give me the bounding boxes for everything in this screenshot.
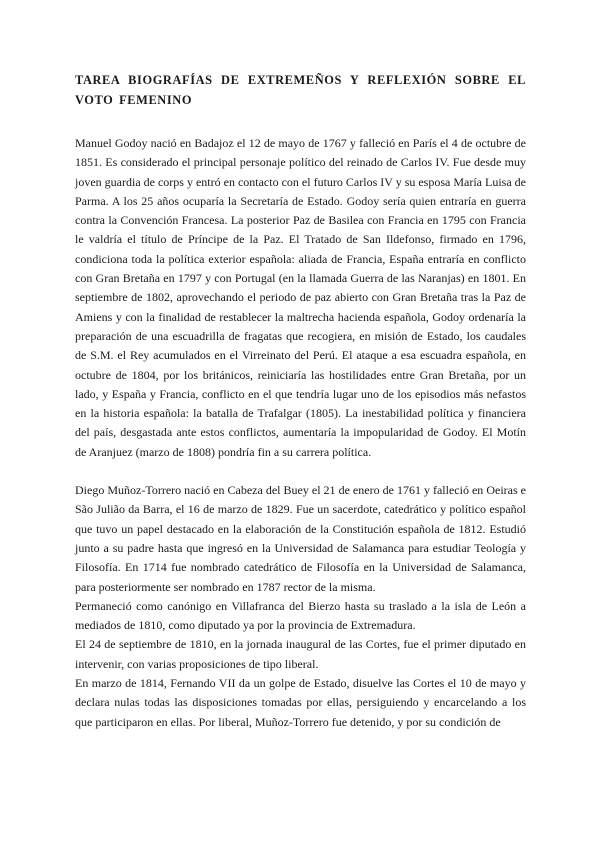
paragraph-munoz-torrero: Diego Muñoz-Torrero nació en Cabeza del Buey el 21 de enero de 1761 y falleció en Oeiras e São Julião da Barra, el 16 de marzo de 1829. Fue un sacerdote, catedrático y político español que tuvo un papel destacado en la elaboración de la Constitución española de 1812. Estudió junto a su padre hasta que ingresó en la Universidad de Salamanca para estudiar Teología y Filosofía. En 1714 fue nombrado catedrático de Filosofía en la Universidad de Salamanca, para posteriormente ser nombrado en 1787 rector de la misma. [75, 483, 526, 594]
paragraph-godoy: Manuel Godoy nació en Badajoz el 12 de mayo de 1767 y falleció en París el 4 de octubre de 1851. Es considerado el principal personaje político del reinado de Carlos IV. Fue desde muy joven guardia de corps y entró en contacto con el futuro Carlos IV y su esposa María Luisa de Parma. A los 25 años ocuparía la Secretaría de Estado. Godoy sería quien entraría en guerra contra la Convención Francesa. La posterior Paz de Basilea con Francia en 1795 con Francia le valdría el título de Príncipe de la Paz. El Tratado de San Ildefonso, firmado en 1796, condiciona toda la política exterior española: aliada de Francia, España entraría en conflicto con Gran Bretaña en 1797 y con Portugal (en la llamada Guerra de las Naranjas) en 1801. En septiembre de 1802, aprovechando el periodo de paz abierto con Gran Bretaña tras la Paz de Amiens y con la finalidad de restablecer la maltrecha hacienda española, Godoy ordenaría la preparación de una escuadrilla de fragatas que recogiera, en misión de Estado, los caudales de S.M. el Rey acumulados en el Virreinato del Perú. El ataque a esa escuadra española, en octubre de 1804, por los británicos, reiniciaría las hostilidades entre Gran Bretaña, por un lado, y España y Francia, conflicto en el que tendría lugar uno de los episodios más nefastos en la historia española: la batalla de Trafalgar (1805). La inestabilidad política y financiera del país, desgastada ante estos conflictos, aumentaría la impopularidad de Godoy. El Motín de Aranjuez (marzo de 1808) pondría fin a su carrera política. [75, 136, 526, 459]
document-page [75, 70, 526, 732]
paragraph-villafranca: Permaneció como canónigo en Villafranca del Bierzo hasta su traslado a la isla de León a mediados de 1810, como diputado ya por la provincia de Extremadura. [75, 598, 526, 633]
paragraph-fernando-vii: En marzo de 1814, Fernando VII da un golpe de Estado, disuelve las Cortes el 10 de mayo y declara nulas todas las disposiciones tomadas por ellas, persiguiendo y encarcelando a los que participaron en ellas. Por liberal, Muñoz-Torrero fue detenido, y por su condición de [75, 676, 526, 729]
document-title: TAREA BIOGRAFÍAS DE EXTREMEÑOS Y REFLEXIÓN SOBRE EL VOTO FEMENINO [75, 73, 526, 107]
paragraph-cortes-1810: El 24 de septiembre de 1810, en la jornada inaugural de las Cortes, fue el primer diputado en intervenir, con varias proposiciones de tipo liberal. [75, 637, 526, 671]
